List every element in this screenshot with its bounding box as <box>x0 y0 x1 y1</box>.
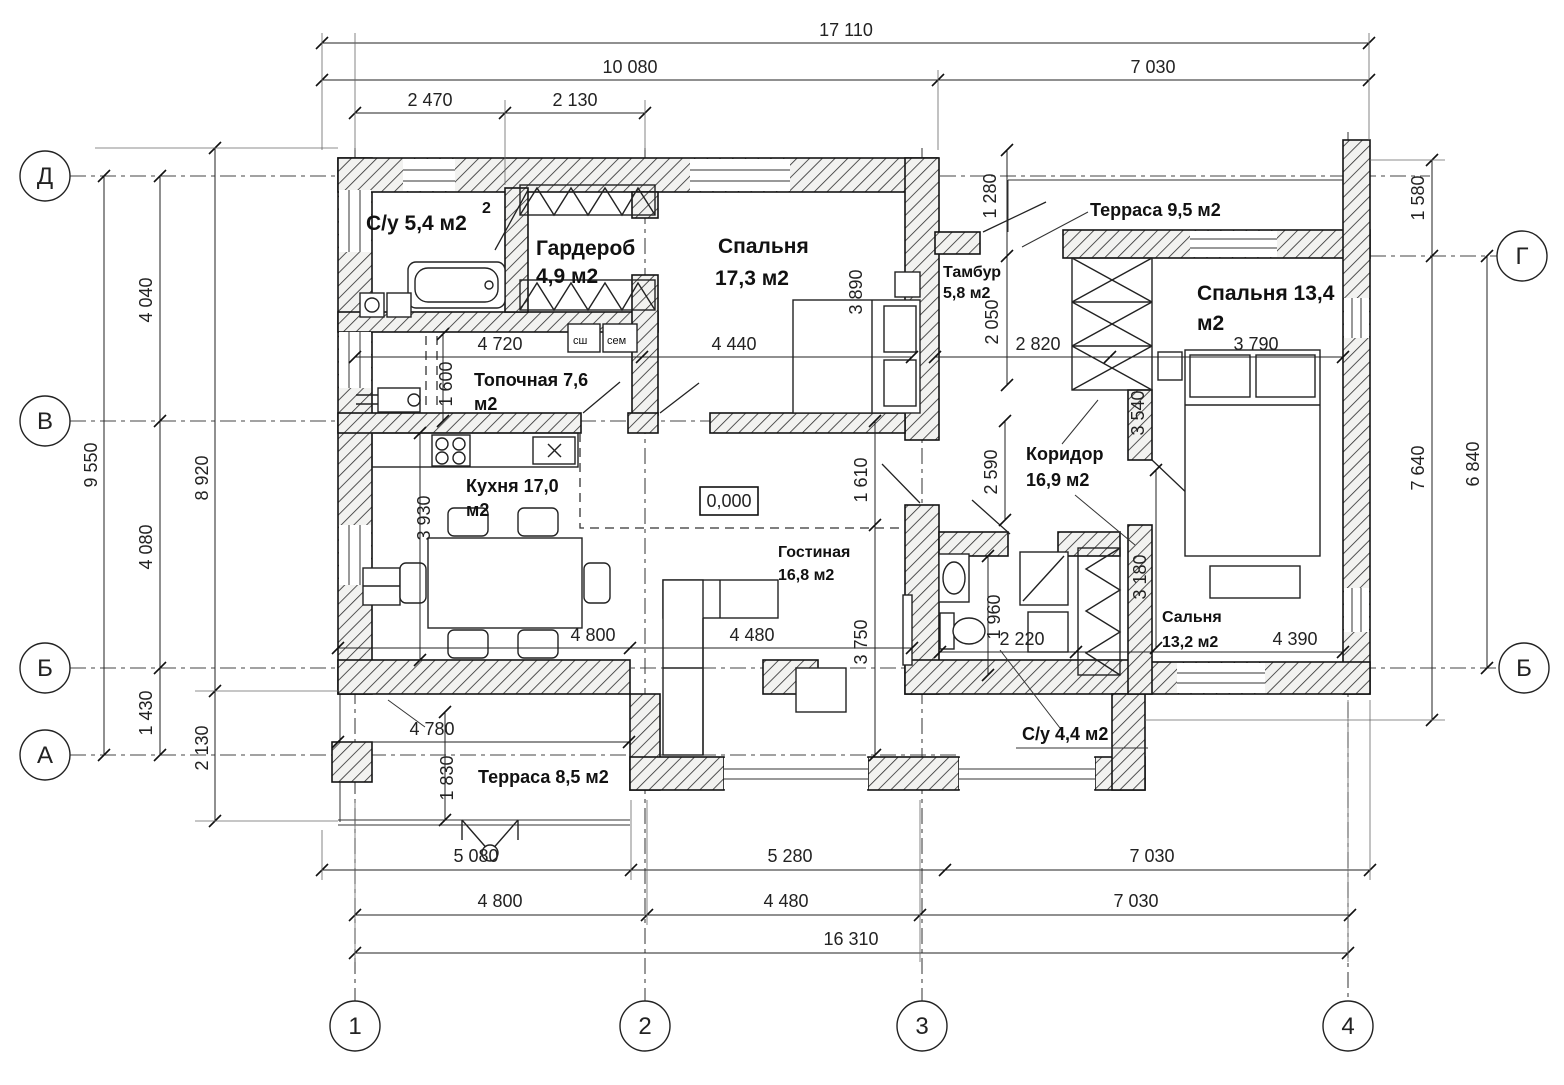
label-topochnaya-2: м2 <box>474 394 498 414</box>
axis-circle-v <box>20 396 70 446</box>
dim-3890: 3 890 <box>846 269 866 315</box>
wall-tambur-top <box>935 232 980 254</box>
wall-v-b <box>710 413 905 433</box>
dim-16310: 16 310 <box>823 929 879 949</box>
wall-bulge-right <box>1112 694 1145 790</box>
svg-text:Б: Б <box>1516 655 1532 682</box>
su44-door-leaf <box>972 500 1010 534</box>
dim-4040: 4 040 <box>136 277 156 323</box>
terrace-pier <box>332 742 372 782</box>
axis-circle-4 <box>1323 1001 1373 1051</box>
dim-2130-top: 2 130 <box>552 90 598 110</box>
dim-7030-b2: 7 030 <box>1113 891 1159 911</box>
window-g-axis <box>1190 231 1277 257</box>
window-bulge-1 <box>724 758 868 789</box>
label-su54: С/у 5,4 м2 <box>366 212 467 235</box>
level-mark-value: 0,000 <box>706 491 752 511</box>
bedroom1-door-leaf <box>660 383 699 413</box>
wall-bulge-b1 <box>630 757 724 790</box>
wall-bottom-left <box>338 660 630 694</box>
label-kuhnya-1: Кухня 17,0 <box>466 476 559 496</box>
window-top-bedroom1 <box>690 159 790 191</box>
shower-cabin <box>1020 552 1068 605</box>
label-su44: С/у 4,4 м2 <box>1022 724 1109 744</box>
kitchen-sink <box>533 437 575 464</box>
dim-4440: 4 440 <box>711 334 757 354</box>
label-gostinaya-2: 16,8 м2 <box>778 567 835 584</box>
wall-su44-top-a <box>939 532 1008 556</box>
svg-text:В: В <box>36 408 54 435</box>
dim-4800-b: 4 800 <box>477 891 523 911</box>
label-kuhnya-2: м2 <box>466 500 490 520</box>
dim-9550: 9 550 <box>81 442 101 488</box>
tv-unit <box>903 595 912 665</box>
dim-10080: 10 080 <box>602 57 658 77</box>
label-garderob-2: 4,9 м2 <box>536 265 599 288</box>
label-salnya-2: 13,2 м2 <box>1162 634 1219 651</box>
dim-3750: 3 750 <box>851 619 871 665</box>
svg-text:Д: Д <box>36 163 54 190</box>
koridor-door-leaf <box>882 464 920 503</box>
dim-3540: 3 540 <box>1128 390 1148 436</box>
label-tambur-1: Тамбур <box>943 264 1002 281</box>
dim-4390: 4 390 <box>1272 629 1318 649</box>
dim-8920: 8 920 <box>192 455 212 501</box>
dim-1580: 1 580 <box>1408 175 1428 221</box>
window-top-su <box>403 159 455 191</box>
label-spalnya173-2: 17,3 м2 <box>715 267 789 290</box>
svg-text:3: 3 <box>915 1013 929 1040</box>
svg-text:Г: Г <box>1515 243 1529 270</box>
svg-text:1: 1 <box>348 1013 362 1040</box>
level-mark <box>700 487 758 515</box>
wall-v-a <box>338 413 581 433</box>
dim-3930: 3 930 <box>414 495 434 541</box>
dim-3180: 3 180 <box>1130 554 1150 600</box>
dim-5080: 5 080 <box>453 846 499 866</box>
su44-closet <box>1078 548 1120 675</box>
dim-7030-b1: 7 030 <box>1129 846 1175 866</box>
dim-4480-i: 4 480 <box>729 625 775 645</box>
label-spalnya134-1: Спальня 13,4 <box>1197 282 1335 305</box>
dim-4080: 4 080 <box>136 524 156 570</box>
dim-2050: 2 050 <box>982 299 1002 345</box>
topochnaya-door-leaf <box>583 382 620 413</box>
dim-4480-b: 4 480 <box>763 891 809 911</box>
label-appliance-2: сем <box>607 335 627 347</box>
label-terrasa85: Терраса 8,5 м2 <box>478 767 609 787</box>
axis-circle-2 <box>620 1001 670 1051</box>
label-garderob-1: Гардероб <box>536 237 636 260</box>
fridge <box>363 568 400 605</box>
dim-2820: 2 820 <box>1015 334 1061 354</box>
dim-2130-left: 2 130 <box>192 725 212 771</box>
dim-3790: 3 790 <box>1233 334 1279 354</box>
label-gostinaya-1: Гостиная <box>778 544 851 561</box>
label-tambur-2: 5,8 м2 <box>943 285 991 302</box>
wall-v-pier <box>628 413 658 433</box>
stove <box>432 435 470 466</box>
dim-4720: 4 720 <box>477 334 523 354</box>
axis-circle-3 <box>897 1001 947 1051</box>
dim-7030-top: 7 030 <box>1130 57 1176 77</box>
toilet <box>940 613 985 649</box>
label-spalnya173-1: Спальня <box>718 235 809 258</box>
label-salnya-1: Сальня <box>1162 609 1222 626</box>
axis-circle-d <box>20 151 70 201</box>
window-bulge-2 <box>959 758 1095 789</box>
dim-7640: 7 640 <box>1408 445 1428 491</box>
hall-closet <box>1072 258 1152 390</box>
bed-bedroom2 <box>1158 350 1320 598</box>
dim-17110: 17 110 <box>819 20 873 40</box>
bathtub <box>408 262 505 308</box>
svg-text:2: 2 <box>638 1013 652 1040</box>
axis-circle-g <box>1497 231 1547 281</box>
label-spalnya134-2: м2 <box>1197 312 1225 335</box>
axis-circle-1 <box>330 1001 380 1051</box>
dim-1830: 1 830 <box>437 755 457 801</box>
dim-2470: 2 470 <box>407 90 453 110</box>
dim-2590: 2 590 <box>981 449 1001 495</box>
label-su54-sup: 2 <box>482 200 491 217</box>
dim-1430: 1 430 <box>136 690 156 736</box>
dim-6840: 6 840 <box>1463 441 1483 487</box>
wall-koridor-salnya-b <box>1128 525 1152 694</box>
svg-text:А: А <box>36 742 54 769</box>
dim-4800-i: 4 800 <box>570 625 616 645</box>
label-terrasa95: Терраса 9,5 м2 <box>1090 200 1221 220</box>
axis-circle-b-right <box>1499 643 1549 693</box>
washbasin <box>939 554 969 602</box>
label-topochnaya-1: Топочная 7,6 <box>474 370 589 390</box>
dim-1610: 1 610 <box>851 457 871 503</box>
dim-4780: 4 780 <box>409 719 455 739</box>
axis-circle-b-left <box>20 643 70 693</box>
dim-1280: 1 280 <box>980 173 1000 219</box>
window-left-topochnaya <box>339 332 371 388</box>
dim-1600: 1 600 <box>436 361 456 407</box>
dim-2220: 2 220 <box>999 629 1045 649</box>
label-appliance-1: сш <box>573 335 588 347</box>
window-bottom-salnya <box>1177 663 1265 693</box>
svg-text:4: 4 <box>1341 1013 1355 1040</box>
coffee-table <box>796 668 846 712</box>
axis-circle-a <box>20 730 70 780</box>
svg-text:Б: Б <box>37 655 53 682</box>
label-koridor-2: 16,9 м2 <box>1026 470 1090 490</box>
label-koridor-1: Коридор <box>1026 444 1104 464</box>
wall-bulge-b2 <box>868 757 959 790</box>
window-right-2 <box>1344 588 1369 632</box>
dim-1960: 1 960 <box>984 594 1004 640</box>
dim-5280: 5 280 <box>767 846 813 866</box>
window-right-1 <box>1344 298 1369 338</box>
